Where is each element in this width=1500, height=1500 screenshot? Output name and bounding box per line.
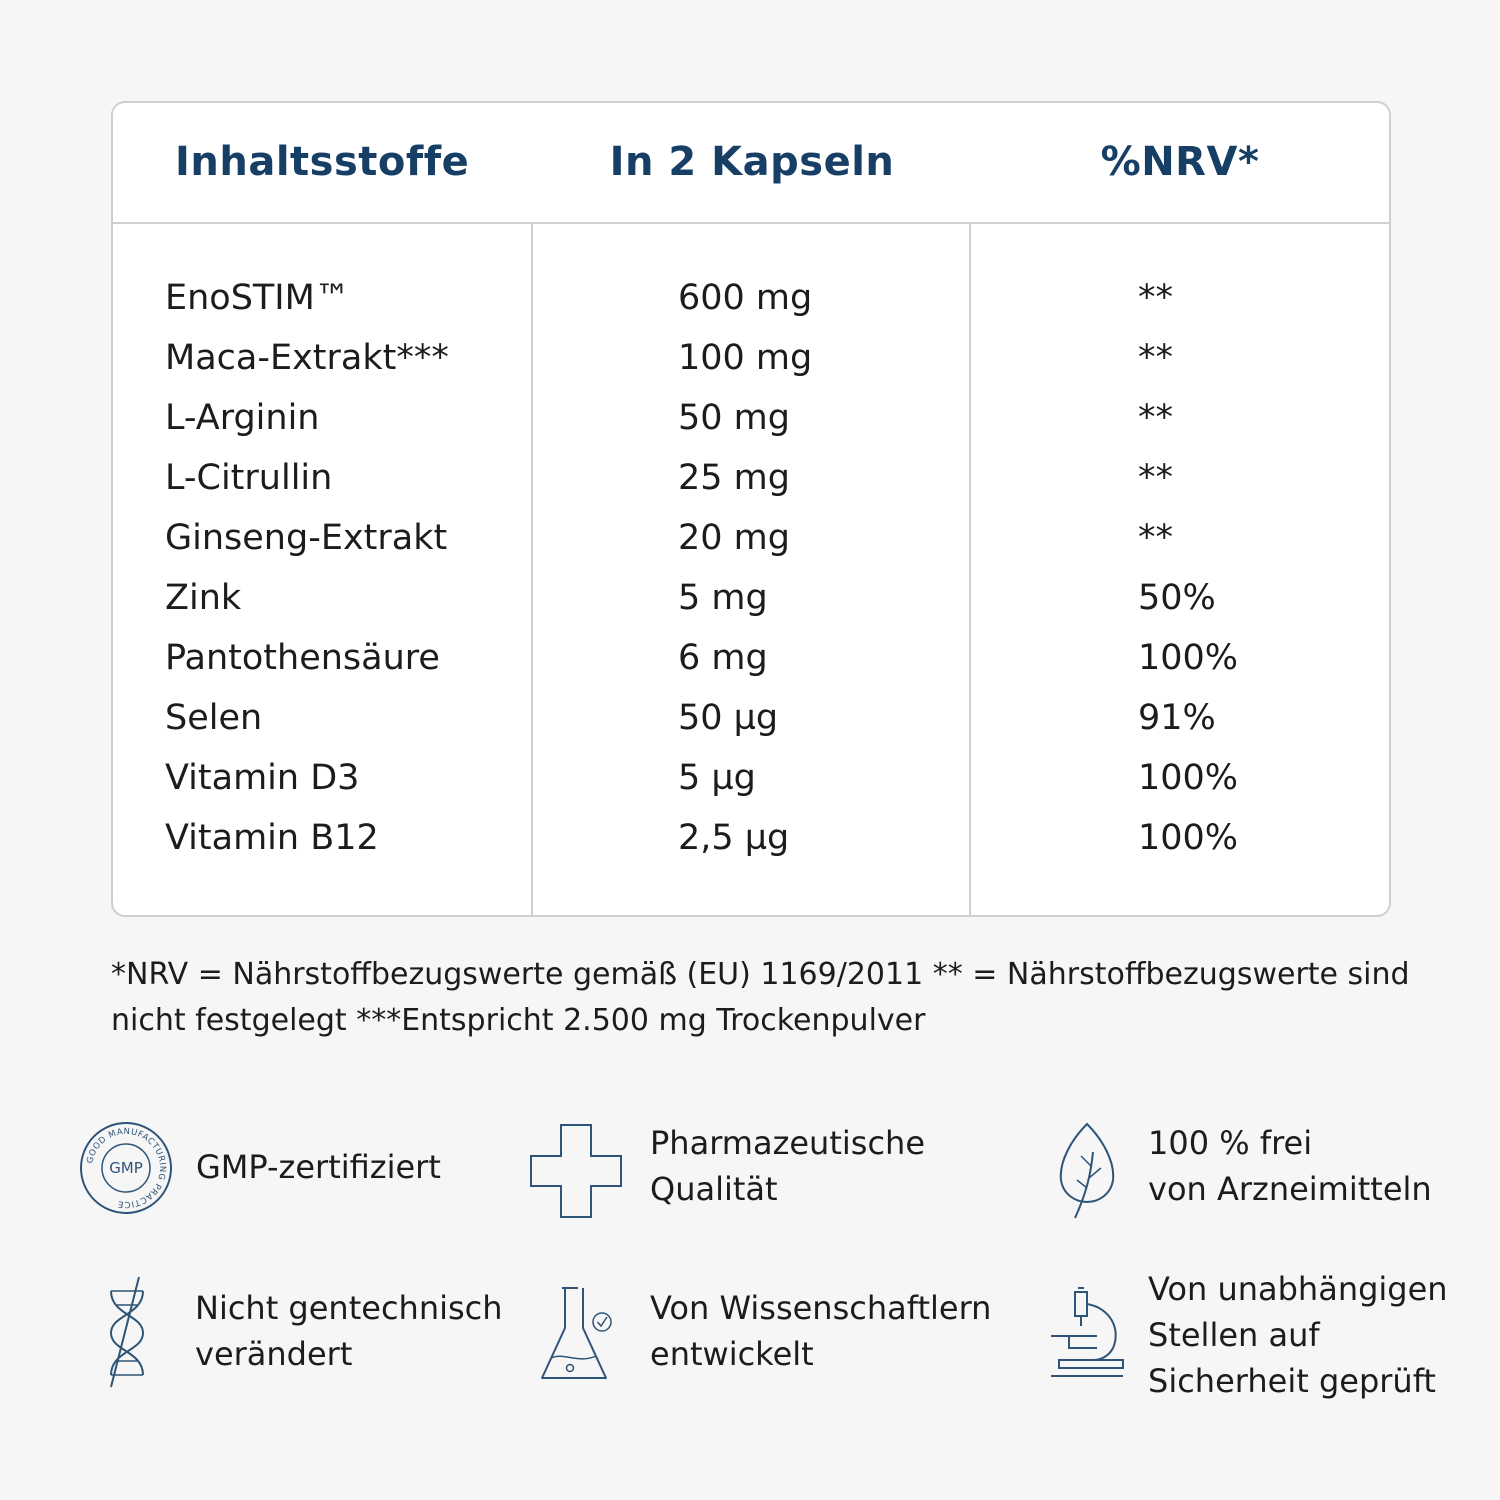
table-row <box>113 571 1389 631</box>
header-ingredients: Inhaltsstoffe <box>175 139 470 185</box>
seal-ring-text: GOOD MANUFACTURING PRACTICE <box>85 1126 168 1210</box>
feature-drug-free <box>1055 1120 1475 1230</box>
ingredient-amount: 100 mg <box>678 338 813 378</box>
table-row <box>113 811 1389 871</box>
table-row <box>113 391 1389 451</box>
ingredient-nrv: 91% <box>1138 698 1216 738</box>
feature-label: GMP-zertifiziert <box>196 1148 441 1186</box>
ingredient-nrv: ** <box>1138 338 1173 378</box>
feature-label: Von unabhängigen Stellen auf Sicherheit geprüft <box>1148 1270 1448 1400</box>
ingredient-amount: 6 mg <box>678 638 768 678</box>
ingredient-nrv: 100% <box>1138 758 1239 798</box>
feature-label: Pharmazeutische Qualität <box>650 1124 925 1208</box>
feature-label: Von Wissenschaftlern entwickelt <box>650 1289 992 1373</box>
ingredient-amount: 25 mg <box>678 458 790 498</box>
table-header <box>113 103 1389 224</box>
ingredient-name: L-Arginin <box>165 398 320 438</box>
table-row <box>113 751 1389 811</box>
ingredient-nrv: ** <box>1138 518 1173 558</box>
feature-label: Nicht gentechnisch verändert <box>195 1289 503 1373</box>
ingredient-amount: 600 mg <box>678 278 813 318</box>
feature-label: 100 % frei von Arzneimitteln <box>1148 1124 1432 1208</box>
ingredient-name: Maca-Extrakt*** <box>165 338 449 378</box>
feature-gmo-free <box>105 1275 525 1395</box>
ingredient-nrv: 100% <box>1138 638 1239 678</box>
feature-quality <box>530 1120 970 1230</box>
header-amount: In 2 Kapseln <box>609 139 895 185</box>
ingredient-name: Vitamin D3 <box>165 758 360 798</box>
ingredient-amount: 50 mg <box>678 398 790 438</box>
ingredient-name: L-Citrullin <box>165 458 333 498</box>
flask-icon <box>538 1284 616 1384</box>
ingredient-nrv: ** <box>1138 398 1173 438</box>
table-row <box>113 691 1389 751</box>
ingredient-name: Selen <box>165 698 263 738</box>
ingredient-name: Ginseng-Extrakt <box>165 518 448 558</box>
feature-gmp <box>78 1120 498 1220</box>
feature-scientists <box>538 1282 1008 1392</box>
ingredient-name: Zink <box>165 578 242 618</box>
leaf-icon <box>1055 1122 1119 1220</box>
ingredient-nrv: 50% <box>1138 578 1216 618</box>
ingredient-amount: 5 mg <box>678 578 768 618</box>
footnote: *NRV = Nährstoffbezugswerte gemäß (EU) 1169/2011 ** = Nährstoffbezugswerte sind nicht festgelegt ***Entspricht 2.500 mg Trockenpulver <box>111 957 1410 1038</box>
ingredient-amount: 5 µg <box>678 758 756 798</box>
feature-independent-testing <box>1047 1266 1487 1416</box>
ingredient-nrv: ** <box>1138 278 1173 318</box>
table-row <box>113 331 1389 391</box>
medical-cross-icon <box>530 1123 622 1219</box>
ingredient-name: Vitamin B12 <box>165 818 379 858</box>
ingredient-amount: 20 mg <box>678 518 790 558</box>
table-row <box>113 631 1389 691</box>
table-row <box>113 271 1389 331</box>
seal-center-text: GMP <box>109 1159 143 1177</box>
ingredient-name: EnoSTIM™ <box>165 278 350 318</box>
ingredient-amount: 2,5 µg <box>678 818 790 858</box>
nutrition-table <box>111 101 1391 917</box>
dna-icon <box>105 1275 149 1389</box>
table-row <box>113 451 1389 511</box>
ingredient-amount: 50 µg <box>678 698 779 738</box>
ingredient-nrv: 100% <box>1138 818 1239 858</box>
ingredient-nrv: ** <box>1138 458 1173 498</box>
ingredient-name: Pantothensäure <box>165 638 440 678</box>
table-row <box>113 511 1389 571</box>
header-nrv: %NRV* <box>1100 139 1260 185</box>
table-body <box>113 271 1389 871</box>
gmp-seal-icon <box>78 1120 174 1216</box>
microscope-icon <box>1047 1286 1127 1386</box>
